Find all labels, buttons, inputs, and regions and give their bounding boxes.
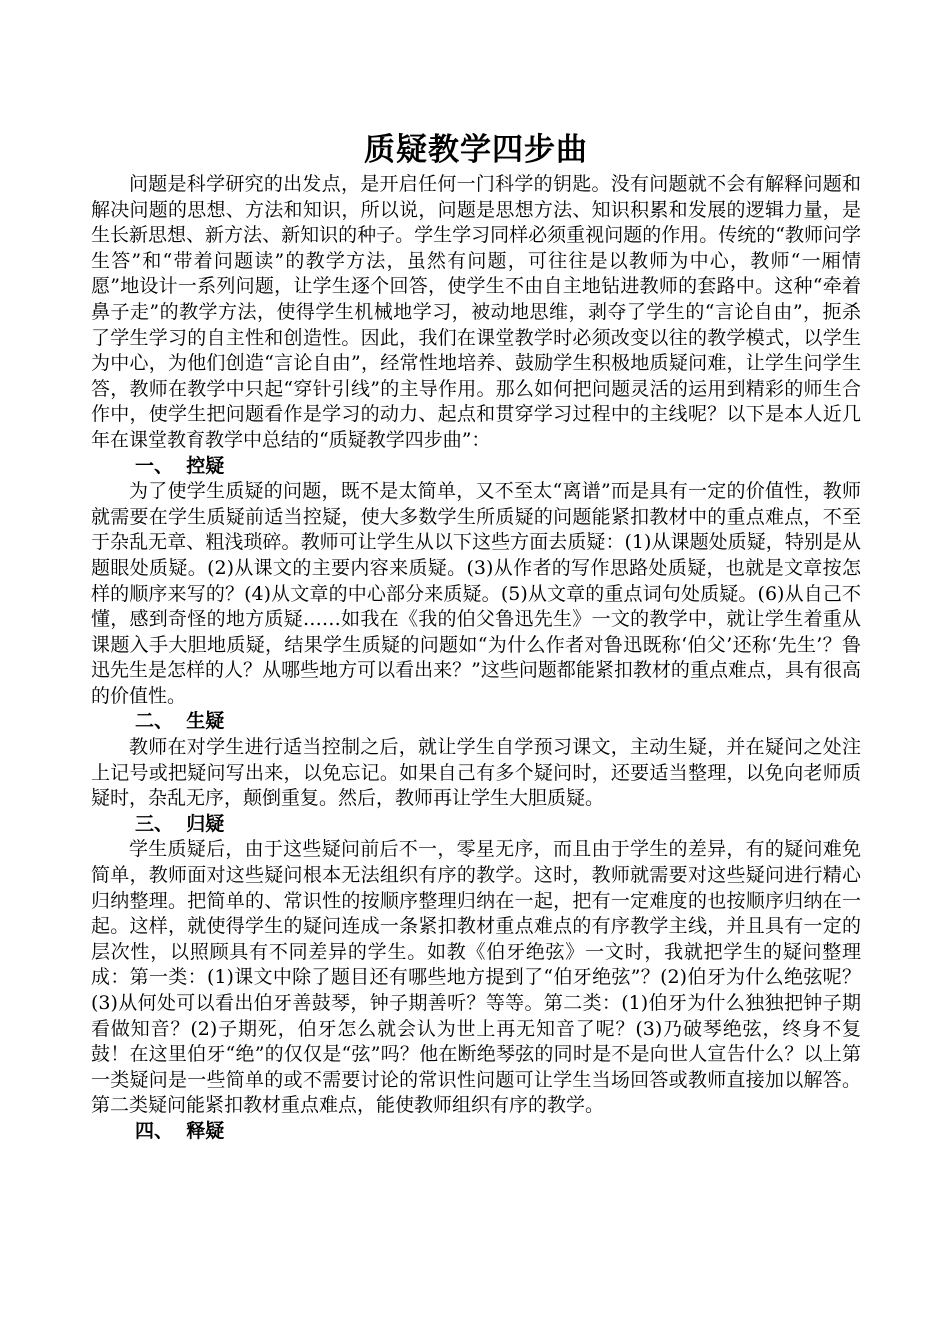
- document-content: [91, 128, 861, 1145]
- section-body-2: 教师在对学生进行适当控制之后，就让学生自学预习课文，主动生疑，并在疑问之处注上记号或把疑问写出来，以免忘记。如果自己有多个疑问时，还要适当整理，以免向老师质疑时，杂乱无序，颠倒重复。然后，教师再让学生大胆质疑。: [91, 736, 861, 810]
- intro-paragraph: 问题是科学研究的出发点，是开启任何一门科学的钥匙。没有问题就不会有解释问题和解决问题的思想、方法和知识，所以说，问题是思想方法、知识积累和发展的逻辑力量，是生长新思想、新方法、新知识的种子。学生学习同样必须重视问题的作用。传统的“教师问学生答”和“带着问题读”的教学方法，虽然有问题，可往往是以教师为中心，教师“一厢情愿”地设计一系列问题，让学生逐个回答，使学生不由自主地钻进教师的套路中。这种“牵着鼻子走”的教学方法，使得学生机械地学习，被动地思维，剥夺了学生的“言论自由”，扼杀了学生学习的自主性和创造性。因此，我们在课堂教学时必须改变以往的教学模式，以学生为中心，为他们创造“言论自由”，经常性地培养、鼓励学生积极地质疑问难，让学生问学生答，教师在教学中只起“穿针引线”的主导作用。那么如何把问题灵活的运用到精彩的师生合作中，使学生把问题看作是学习的动力、起点和贯穿学习过程中的主线呢？以下是本人近几年在课堂教育教学中总结的“质疑教学四步曲”：: [91, 173, 861, 451]
- section-body-3: 学生质疑后，由于这些疑问前后不一，零星无序，而且由于学生的差异，有的疑问难免简单，教师面对这些疑问根本无法组织有序的教学。这时，教师就需要对这些疑问进行精心归纳整理。把简单的、常识性的按顺序整理归纳在一起，把有一定难度的也按顺序归纳在一起。这样，就使得学生的疑问连成一条紧扣教材重点难点的有序教学主线，并且具有一定的层次性，以照顾具有不同差异的学生。如教《伯牙绝弦》一文时，我就把学生的疑问整理成：第一类：(1)课文中除了题目还有哪些地方提到了“伯牙绝弦”？(2)伯牙为什么绝弦呢？(3)从何处可以看出伯牙善鼓琴，钟子期善听？等等。第二类：(1)伯牙为什么独独把钟子期看做知音？(2)子期死，伯牙怎么就会认为世上再无知音了呢？(3)乃破琴绝弦，终身不复鼓！在这里伯牙“绝”的仅仅是“弦”吗？他在断绝琴弦的同时是不是向世人宣告什么？以上第一类疑问是一些简单的或不需要讨论的常识性问题可让学生当场回答或教师直接加以解答。第二类疑问能紧扣教材重点难点，能使教师组织有序的教学。: [91, 838, 861, 1117]
- section-heading-2: 二、 生疑: [135, 710, 225, 733]
- section-heading-4: 四、 释疑: [135, 1119, 225, 1142]
- document-title: 质疑教学四步曲: [364, 132, 588, 168]
- section-heading-3: 三、 归疑: [135, 812, 225, 835]
- section-body-1: 为了使学生质疑的问题，既不是太简单，又不至太“离谱”而是具有一定的价值性，教师就需要在学生质疑前适当控疑，使大多数学生所质疑的问题能紧扣教材中的重点难点，不至于杂乱无章、粗浅琐碎。教师可让学生从以下这些方面去质疑：(1)从课题处质疑，特别是从题眼处质疑。(2)从课文的主要内容来质疑。(3)从作者的写作思路处质疑，也就是文章按怎样的顺序来写的？(4)从文章的中心部分来质疑。(5)从文章的重点词句处质疑。(6)从自己不懂，感到奇怪的地方质疑……如我在《我的伯父鲁迅先生》一文的教学中，就让学生着重从课题入手大胆地质疑，结果学生质疑的问题如“为什么作者对鲁迅既称‘伯父’还称‘先生’？鲁迅先生是怎样的人？从哪些地方可以看出来？”这些问题都能紧扣教材的重点难点，具有很高的价值性。: [91, 480, 861, 707]
- section-heading-1: 一、 控疑: [135, 454, 225, 477]
